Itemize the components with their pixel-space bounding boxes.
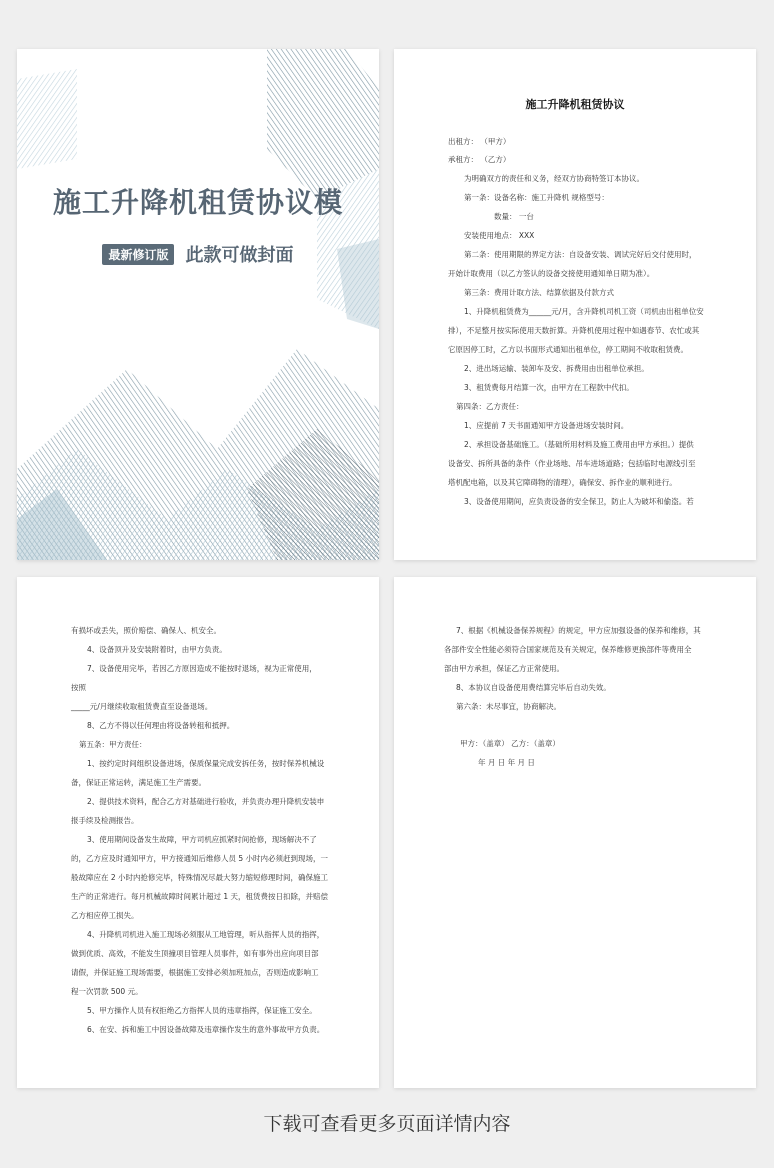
text-line: 第一条：设备名称：施工升降机 规格型号： (464, 193, 609, 202)
text-line: 8、乙方不得以任何理由将设备转租和抵押。 (87, 721, 235, 730)
text-line: 它原因停工时，乙方以书面形式通知出租单位，停工期间不收取租赁费。 (448, 345, 688, 354)
text-line: 程一次罚款 500 元。 (71, 987, 143, 996)
cover-subtitle (17, 241, 379, 267)
cover-title: 施工升降机租赁协议模 (52, 186, 343, 219)
text-line: 1、按约定时间组织设备进场，保质保量完成安拆任务，按时保养机械设 (87, 759, 325, 768)
text-line: 6、在安、拆和施工中因设备故障及违章操作发生的意外事故甲方负责。 (87, 1025, 325, 1034)
text-line: 安装使用地点： XXX (464, 231, 535, 240)
text-line: 第四条：乙方责任： (456, 402, 524, 411)
text-line: 按照 (71, 683, 86, 692)
text-line: 3、设备使用期间，应负责设备的安全保卫，防止人为破坏和偷盗。若 (464, 497, 694, 506)
text-line: 生产的正常进行。每月机械故障时间累计超过 1 天，租赁费按日扣除，并赔偿 (71, 892, 329, 901)
text-line: 乙方相应停工损失。 (71, 911, 139, 920)
agreement-page-1 (394, 49, 756, 560)
cover-note: 此款可做封面 (185, 245, 294, 266)
text-line: 部由甲方承担，保证乙方正常使用。 (444, 664, 564, 673)
text-line: 1、升降机租赁费为______元/月，含升降机司机工资（司机由出租单位安 (464, 307, 704, 316)
date-line: 年 月 日 年 月 日 (478, 758, 535, 767)
text-line: 第二条：使用期限的界定方法：自设备安装、调试完好后交付使用时， (464, 250, 697, 259)
text-line: 3、使用期间设备发生故障，甲方司机应抓紧时间抢修，现场解决不了 (87, 835, 317, 844)
edition-badge: 最新修订版 (102, 244, 174, 265)
text-line: 2、提供技术资料，配合乙方对基础进行验收，并负责办理升降机安装申 (87, 797, 325, 806)
text-line: 第六条：未尽事宜，协商解决。 (456, 702, 561, 711)
text-line: 请假，并保证施工现场需要，根据施工安排必须加班加点，否则造成影响工 (71, 968, 319, 977)
text-line: 5、甲方操作人员有权拒绝乙方指挥人员的违章指挥，保证施工安全。 (87, 1006, 317, 1015)
text-line: 排），不足整月按实际使用天数折算。升降机使用过程中如遇春节、农忙或其 (448, 326, 700, 335)
agreement-page-3 (394, 577, 756, 1088)
text-line: 1、应提前 7 天书面通知甲方设备进场安装时间。 (464, 421, 629, 430)
text-line: 有损坏或丢失，照价赔偿、确保人、机安全。 (71, 626, 221, 635)
text-line: 2、承担设备基础施工。（基础所用材料及施工费用由甲方承担。）提供 (464, 440, 694, 449)
text-line: 4、升降机司机进入施工现场必须服从工地管理，听从指挥人员的指挥， (87, 930, 325, 939)
text-line: 2、进出场运输、装卸车及安、拆费用由出租单位承担。 (464, 364, 649, 373)
text-line: 般故障应在 2 小时内抢修完毕，特殊情况尽最大努力缩短修理时间，确保施工 (71, 873, 329, 882)
text-line: 出租方： （甲方） (448, 137, 511, 146)
text-line: _____元/月继续收取租赁费直至设备退场。 (71, 702, 213, 711)
text-line: 备，保证正常运转，满足施工生产需要。 (71, 778, 206, 787)
download-prompt: 下载可查看更多页面详情内容 (263, 1113, 511, 1135)
text-line: 8、本协议自设备使用费结算完毕后自动失效。 (456, 683, 611, 692)
text-line: 塔机配电箱，以及其它障碍物的清理），确保安、拆作业的顺利进行。 (448, 478, 677, 487)
text-line: 7、根据《机械设备保养规程》的规定，甲方应加强设备的保养和维修，其 (456, 626, 701, 635)
text-line: 承租方： （乙方） (448, 155, 511, 164)
cover-page (17, 49, 379, 560)
text-line: 开始计取费用（以乙方签认的设备交接使用通知单日期为准）。 (448, 269, 655, 278)
text-line: 的，乙方应及时通知甲方，甲方接通知后维修人员 5 小时内必须赶到现场，一 (71, 854, 329, 863)
text-line: 报手续及检测报告。 (71, 816, 139, 825)
text-line: 为明确双方的责任和义务，经双方协商特签订本协议。 (464, 174, 644, 183)
text-line: 做到优质、高效，不能发生顶撞项目管理人员事件，如有事外出应向项目部 (71, 949, 319, 958)
text-line: 第五条：甲方责任： (79, 740, 147, 749)
text-line: 7、设备使用完毕，若因乙方原因造成不能按时退场，视为正常使用， (87, 664, 317, 673)
cover-geometric-art (17, 49, 379, 560)
agreement-page-2 (17, 577, 379, 1088)
text-line: 3、租赁费每月结算一次，由甲方在工程款中代扣。 (464, 383, 634, 392)
text-line: 数量： 一台 (494, 212, 534, 221)
text-line: 设备安、拆所具备的条件（作业场地、吊车进场道路；包括临时电源线引至 (448, 459, 696, 468)
document-title: 施工升降机租赁协议 (525, 98, 625, 111)
text-line: 各部件安全性能必须符合国家规范及有关规定，保养维修更换部件等费用全 (444, 645, 692, 654)
text-line: 第三条：费用计取方法、结算依据及付款方式 (464, 288, 614, 297)
signature-line: 甲方：（盖章） 乙方：（盖章） (460, 739, 560, 748)
text-line: 4、设备顶升及安装附着时，由甲方负责。 (87, 645, 227, 654)
